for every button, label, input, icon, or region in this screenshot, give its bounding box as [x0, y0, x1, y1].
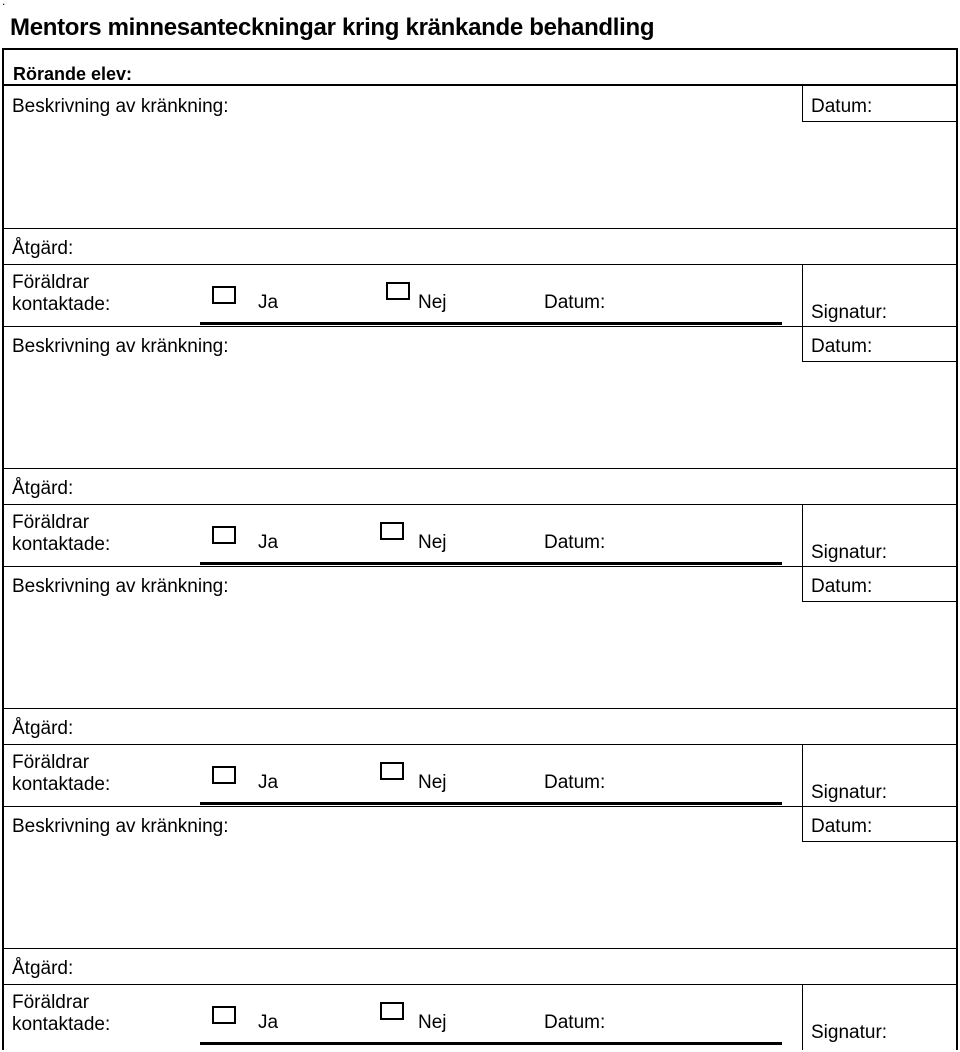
action-label: Åtgärd: — [12, 718, 74, 739]
incident-date-field[interactable] — [802, 326, 958, 362]
parents-label-line2: kontaktade: — [12, 534, 111, 555]
yes-label: Ja — [258, 772, 279, 793]
signature-field[interactable] — [802, 504, 958, 568]
incident-form — [2, 48, 958, 1050]
parents-label-line2: kontaktade: — [12, 1014, 111, 1035]
parents-label-line2: kontaktade: — [12, 774, 111, 795]
contact-date-label: Datum: — [544, 532, 606, 553]
action-label: Åtgärd: — [12, 238, 74, 259]
contacted-yes-checkbox[interactable] — [212, 766, 236, 784]
divider — [4, 468, 956, 469]
page-title: Mentors minnesanteckningar kring kränkande behandling — [10, 14, 655, 41]
signature-field[interactable] — [802, 744, 958, 808]
stray-dot: . — [2, 0, 6, 8]
contacted-no-checkbox[interactable] — [380, 1002, 404, 1020]
incident-date-field[interactable] — [802, 566, 958, 602]
signature-label: Signatur: — [811, 1022, 888, 1043]
signature-label: Signatur: — [811, 542, 888, 563]
no-label: Nej — [418, 1012, 447, 1033]
contacted-no-checkbox[interactable] — [386, 282, 410, 300]
contact-date-line[interactable] — [200, 1042, 782, 1045]
entry-block — [2, 86, 958, 326]
entry-block — [2, 326, 958, 566]
yes-label: Ja — [258, 292, 279, 313]
parents-label-line1: Föräldrar — [12, 752, 90, 773]
contacted-no-checkbox[interactable] — [380, 522, 404, 540]
yes-label: Ja — [258, 532, 279, 553]
contact-date-label: Datum: — [544, 772, 606, 793]
incident-date-label: Datum: — [811, 96, 873, 117]
contact-date-line[interactable] — [200, 562, 782, 565]
incident-date-field[interactable] — [802, 806, 958, 842]
contact-date-line[interactable] — [200, 802, 782, 805]
incident-date-field[interactable] — [802, 86, 958, 122]
contact-date-line[interactable] — [200, 322, 782, 325]
signature-field[interactable] — [802, 984, 958, 1050]
contacted-no-checkbox[interactable] — [380, 762, 404, 780]
contacted-yes-checkbox[interactable] — [212, 526, 236, 544]
no-label: Nej — [418, 772, 447, 793]
signature-field[interactable] — [802, 264, 958, 328]
parents-label-line2: kontaktade: — [12, 294, 111, 315]
divider — [4, 228, 956, 229]
divider — [4, 708, 956, 709]
incident-date-label: Datum: — [811, 576, 873, 597]
description-label: Beskrivning av kränkning: — [12, 96, 229, 117]
student-label: Rörande elev: — [13, 64, 133, 84]
entry-block — [2, 566, 958, 806]
contacted-yes-checkbox[interactable] — [212, 1006, 236, 1024]
divider — [4, 948, 956, 949]
description-label: Beskrivning av kränkning: — [12, 816, 229, 837]
signature-label: Signatur: — [811, 782, 888, 803]
contact-date-label: Datum: — [544, 1012, 606, 1033]
student-row[interactable] — [2, 48, 958, 86]
yes-label: Ja — [258, 1012, 279, 1033]
description-label: Beskrivning av kränkning: — [12, 576, 229, 597]
signature-label: Signatur: — [811, 302, 888, 323]
parents-label-line1: Föräldrar — [12, 512, 90, 533]
parents-label-line1: Föräldrar — [12, 272, 90, 293]
no-label: Nej — [418, 532, 447, 553]
parents-label-line1: Föräldrar — [12, 992, 90, 1013]
incident-date-label: Datum: — [811, 336, 873, 357]
incident-date-label: Datum: — [811, 816, 873, 837]
description-label: Beskrivning av kränkning: — [12, 336, 229, 357]
no-label: Nej — [418, 292, 447, 313]
action-label: Åtgärd: — [12, 478, 74, 499]
action-label: Åtgärd: — [12, 958, 74, 979]
contacted-yes-checkbox[interactable] — [212, 286, 236, 304]
entry-block — [2, 806, 958, 1050]
contact-date-label: Datum: — [544, 292, 606, 313]
